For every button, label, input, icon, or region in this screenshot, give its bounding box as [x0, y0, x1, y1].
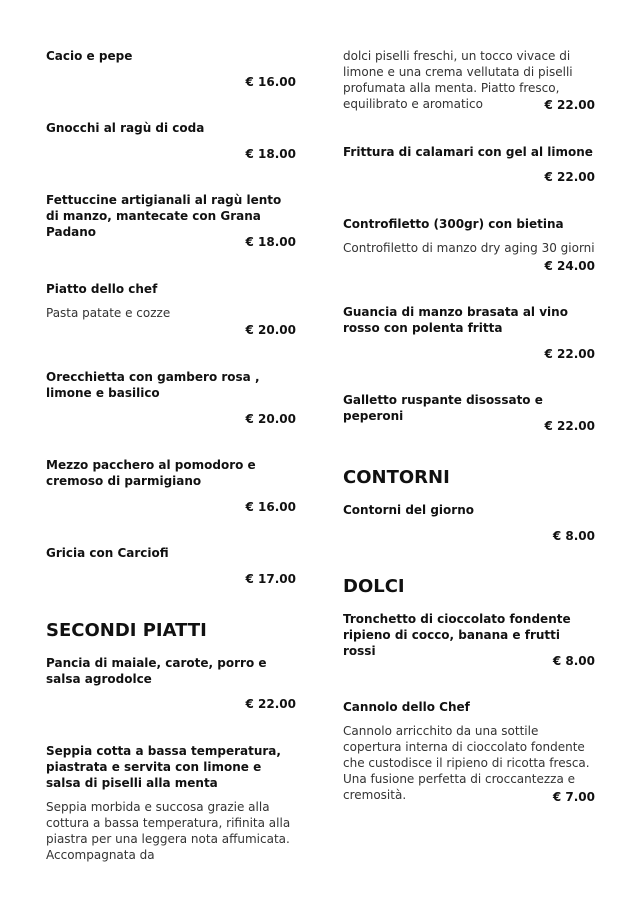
- menu-item-price: € 22.00: [544, 98, 595, 112]
- menu-item-description: Controfiletto di manzo dry aging 30 giorni: [343, 241, 595, 255]
- menu-item-price: € 20.00: [245, 412, 296, 426]
- menu-item-name: Fettuccine artigianali al ragù lento di manzo, mantecate con Grana Padano: [46, 193, 282, 239]
- menu-item-name: Piatto dello chef: [46, 282, 158, 296]
- menu-item-price: € 22.00: [544, 170, 595, 184]
- menu-item-price: € 8.00: [552, 529, 595, 543]
- menu-item-name: Orecchietta con gambero rosa , limone e basilico: [46, 370, 260, 400]
- menu-item-name: Seppia cotta a bassa temperatura, piastrata e servita con limone e salsa di piselli alla menta: [46, 744, 281, 790]
- menu-item-name: Cannolo dello Chef: [343, 700, 470, 714]
- menu-item-price: € 16.00: [245, 75, 296, 89]
- menu-item-price: € 22.00: [544, 419, 595, 433]
- menu-item-name: Galletto ruspante disossato e peperoni: [343, 393, 543, 423]
- menu-item-name: Pancia di maiale, carote, porro e salsa agrodolce: [46, 656, 267, 686]
- menu-item-price: € 22.00: [245, 697, 296, 711]
- section-title-contorni: CONTORNI: [343, 467, 450, 488]
- menu-item-price: € 18.00: [245, 147, 296, 161]
- menu-item-name: Gricia con Carciofi: [46, 546, 169, 560]
- menu-item-name: Tronchetto di cioccolato fondente ripieno di cocco, banana e frutti rossi: [343, 612, 571, 658]
- menu-item-name: Contorni del giorno: [343, 503, 474, 517]
- menu-item-name: Gnocchi al ragù di coda: [46, 121, 205, 135]
- menu-item-price: € 16.00: [245, 500, 296, 514]
- menu-item-name: Controfiletto (300gr) con bietina: [343, 217, 564, 231]
- menu-item-description: Cannolo arricchito da una sottile copertura interna di cioccolato fondente che custodisce il ripieno di ricotta fresca. Una fusione perfetta di croccantezza e cremosità.: [343, 724, 590, 802]
- menu-item-price: € 20.00: [245, 323, 296, 337]
- menu-item-price: € 24.00: [544, 259, 595, 273]
- menu-item-description: Pasta patate e cozze: [46, 306, 171, 320]
- menu-item-name: Guancia di manzo brasata al vino rosso con polenta fritta: [343, 305, 568, 335]
- menu-item-price: € 7.00: [552, 790, 595, 804]
- menu-item-price: € 8.00: [552, 654, 595, 668]
- menu-item-name: Frittura di calamari con gel al limone: [343, 145, 593, 159]
- menu-item-name: Mezzo pacchero al pomodoro e cremoso di parmigiano: [46, 458, 256, 488]
- section-title-dolci: DOLCI: [343, 576, 405, 597]
- menu-item-price: € 18.00: [245, 235, 296, 249]
- menu-item-description-continued: dolci piselli freschi, un tocco vivace di limone e una crema vellutata di piselli profumata alla menta. Piatto fresco, equilibrato e aromatico: [343, 49, 573, 111]
- menu-item-price: € 17.00: [245, 572, 296, 586]
- menu-item-description: Seppia morbida e succosa grazie alla cottura a bassa temperatura, rifinita alla piastra per una leggera nota affumicata. Accompagnata da: [46, 800, 291, 862]
- menu-item-name: Cacio e pepe: [46, 49, 133, 63]
- menu-item-price: € 22.00: [544, 347, 595, 361]
- section-title-secondi-piatti: SECONDI PIATTI: [46, 620, 207, 641]
